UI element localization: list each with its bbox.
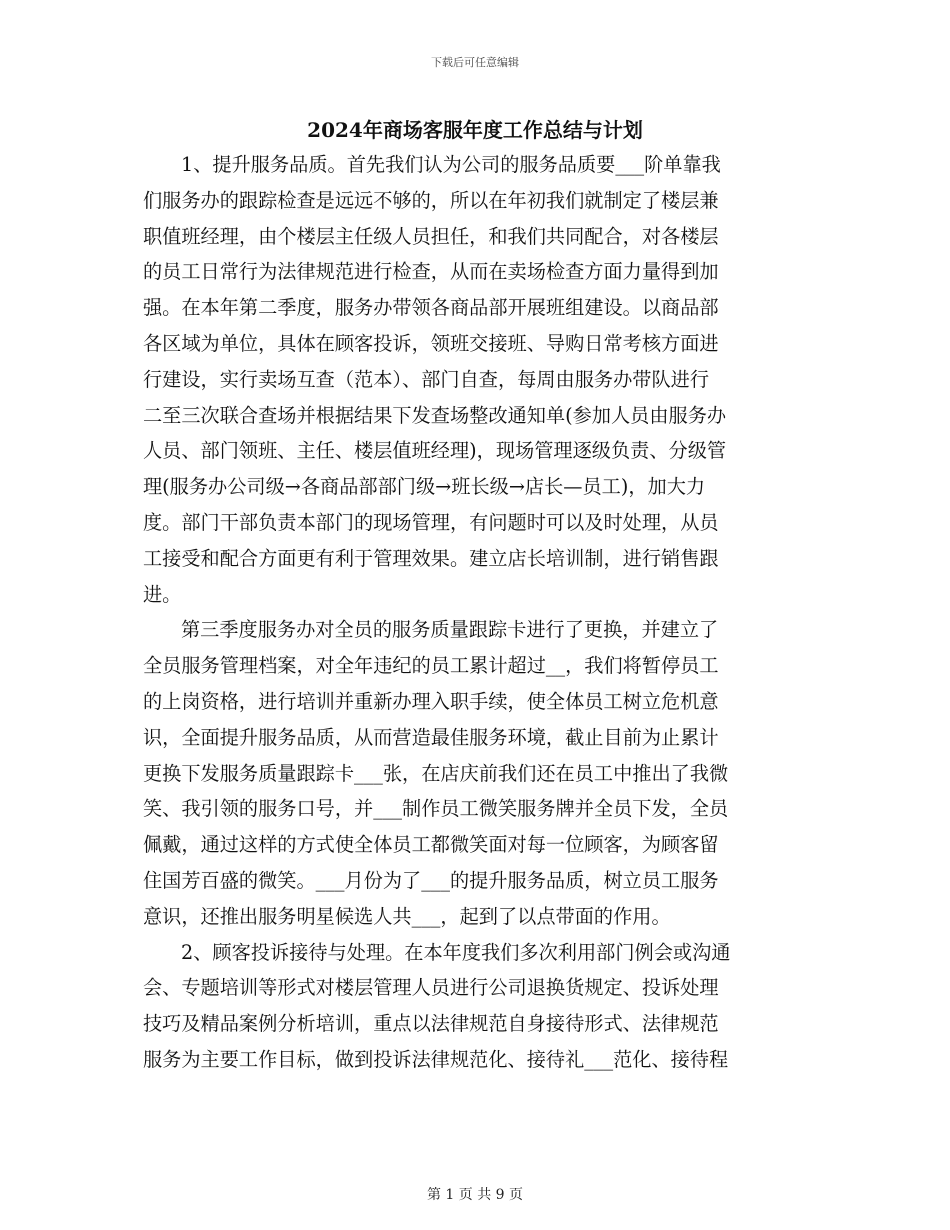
paragraph-3 (143, 935, 808, 1078)
text-line: 工接受和配合方面更有利于管理效果。建立店长培训制，进行销售跟 (143, 546, 719, 570)
text-line: 进。 (143, 582, 182, 606)
text-line: 的上岗资格，进行培训并重新办理入职手续，使全体员工树立危机意 (143, 689, 719, 713)
text-line: 人员、部门领班、主任、楼层值班经理)，现场管理逐级负责、分级管 (143, 439, 727, 463)
text-line: 各区域为单位，具体在顾客投诉，领班交接班、导购日常考核方面进 (143, 331, 719, 355)
text-line: 佩戴，通过这样的方式使全体员工都微笑面对每一位顾客，为顾客留 (143, 833, 719, 857)
paragraph-1 (143, 147, 808, 612)
text-line: 的员工日常行为法律规范进行检查，从而在卖场检查方面力量得到加 (143, 260, 719, 284)
document-title: 2024年商场客服年度工作总结与计划 (307, 118, 643, 142)
text-line: 住国芳百盛的微笑。___月份为了___的提升服务品质，树立员工服务 (143, 868, 719, 892)
document-body (143, 147, 808, 1078)
text-line: 们服务办的跟踪检查是远远不够的，所以在年初我们就制定了楼层兼 (143, 188, 719, 212)
text-line: 笑、我引领的服务口号，并___制作员工微笑服务牌并全员下发，全员 (143, 797, 729, 821)
text-line: 二至三次联合查场并根据结果下发查场整改通知单(参加人员由服务办 (143, 403, 727, 427)
text-line: 2、顾客投诉接待与处理。在本年度我们多次利用部门例会或沟通 (181, 940, 731, 964)
text-line: 1、提升服务品质。首先我们认为公司的服务品质要___阶单靠我 (181, 153, 721, 176)
text-line: 职值班经理，由个楼层主任级人员担任，和我们共同配合，对各楼层 (143, 224, 719, 248)
text-line: 识，全面提升服务品质，从而营造最佳服务环境，截止目前为止累计 (143, 725, 719, 749)
text-line: 第三季度服务办对全员的服务质量跟踪卡进行了更换，并建立了 (181, 618, 719, 642)
text-line: 服务为主要工作目标，做到投诉法律规范化、接待礼___范化、接待程 (143, 1047, 729, 1071)
text-line: 意识，还推出服务明星候选人共___，起到了以点带面的作用。 (143, 904, 671, 928)
header-note: 下载后可任意编辑 (431, 56, 519, 69)
text-line: 技巧及精品案例分析培训，重点以法律规范自身接待形式、法律规范 (143, 1012, 719, 1036)
text-line: 理(服务办公司级→各商品部部门级→班长级→店长—员工)，加大力 (143, 475, 706, 499)
text-line: 行建设，实行卖场互查（范本）、部门自查，每周由服务办带队进行 (143, 367, 710, 391)
text-line: 强。在本年第二季度，服务办带领各商品部开展班组建设。以商品部 (143, 296, 719, 320)
text-line: 更换下发服务质量跟踪卡___张，在店庆前我们还在员工中推出了我微 (143, 761, 729, 785)
text-line: 度。部门干部负责本部门的现场管理，有问题时可以及时处理，从员 (143, 510, 719, 534)
text-line: 全员服务管理档案，对全年违纪的员工累计超过__，我们将暂停员工 (143, 654, 719, 678)
text-line: 会、专题培训等形式对楼层管理人员进行公司退换货规定、投诉处理 (143, 976, 719, 1000)
page-number: 第 1 页 共 9 页 (426, 1187, 524, 1203)
paragraph-2 (143, 612, 808, 934)
